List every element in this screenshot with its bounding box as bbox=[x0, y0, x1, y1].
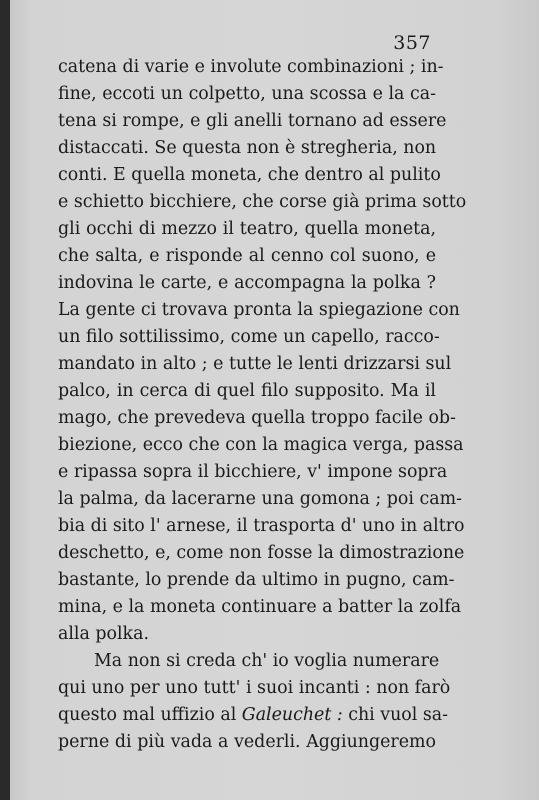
text-line: perne di più vada a vederli. Aggiungeremo bbox=[58, 732, 436, 752]
text-line bbox=[58, 702, 449, 729]
text-line: distaccati. Se questa non è stregheria, non bbox=[58, 138, 437, 158]
text-line: bia di sito l' arnese, il trasporta d' uno in altro bbox=[58, 516, 465, 536]
page-binding-edge bbox=[0, 0, 10, 800]
text-line: conti. E quella moneta, che dentro al pulito bbox=[58, 165, 441, 185]
text-line: La gente ci trovava pronta la spiegazione con bbox=[58, 300, 460, 320]
page-number: 357 bbox=[393, 32, 431, 54]
body-text bbox=[58, 54, 467, 756]
italic-title: Galeuchet : bbox=[241, 705, 343, 725]
text-line: tena si rompe, e gli anelli tornano ad essere bbox=[58, 111, 447, 131]
text-line: un filo sottilissimo, come un capello, racco- bbox=[58, 327, 440, 347]
text-line: e ripassa sopra il bicchiere, v' impone sopra bbox=[58, 462, 448, 482]
text-line: catena di varie e involute combinazioni ; in- bbox=[58, 57, 444, 77]
text-line: la palma, da lacerarne una gomona ; poi cam- bbox=[58, 489, 462, 509]
paragraph bbox=[58, 54, 467, 648]
text-line: mago, che prevedeva quella troppo facile ob- bbox=[58, 408, 456, 428]
text-line: palco, in cerca di quel filo supposito. Ma il bbox=[58, 381, 436, 401]
text-line: bastante, lo prende da ultimo in pugno, cam- bbox=[58, 570, 455, 590]
text-line: biezione, ecco che con la magica verga, passa bbox=[58, 435, 464, 455]
text-line: deschetto, e, come non fosse la dimostrazione bbox=[58, 543, 465, 563]
text-line: mandato in alto ; e tutte le lenti drizzarsi sul bbox=[58, 354, 452, 374]
text-line: che salta, e risponde al cenno col suono, e bbox=[58, 246, 436, 266]
text-run: questo mal uffizio al bbox=[58, 705, 242, 725]
text-line: mina, e la moneta continuare a batter la zolfa bbox=[58, 597, 462, 617]
text-line: fine, eccoti un colpetto, una scossa e la ca- bbox=[58, 84, 436, 104]
text-run: chi vuol sa- bbox=[342, 705, 449, 725]
text-line: indovina le carte, e accompagna la polka ? bbox=[58, 273, 436, 293]
text-line: e schietto bicchiere, che corse già prima sotto bbox=[58, 192, 467, 212]
text-line: qui uno per uno tutt' i suoi incanti : non farò bbox=[58, 678, 451, 698]
text-line: Ma non si creda ch' io voglia numerare bbox=[94, 651, 440, 671]
text-line: alla polka. bbox=[58, 624, 149, 644]
paragraph bbox=[58, 648, 451, 756]
text-line: gli occhi di mezzo il teatro, quella moneta, bbox=[58, 219, 436, 239]
